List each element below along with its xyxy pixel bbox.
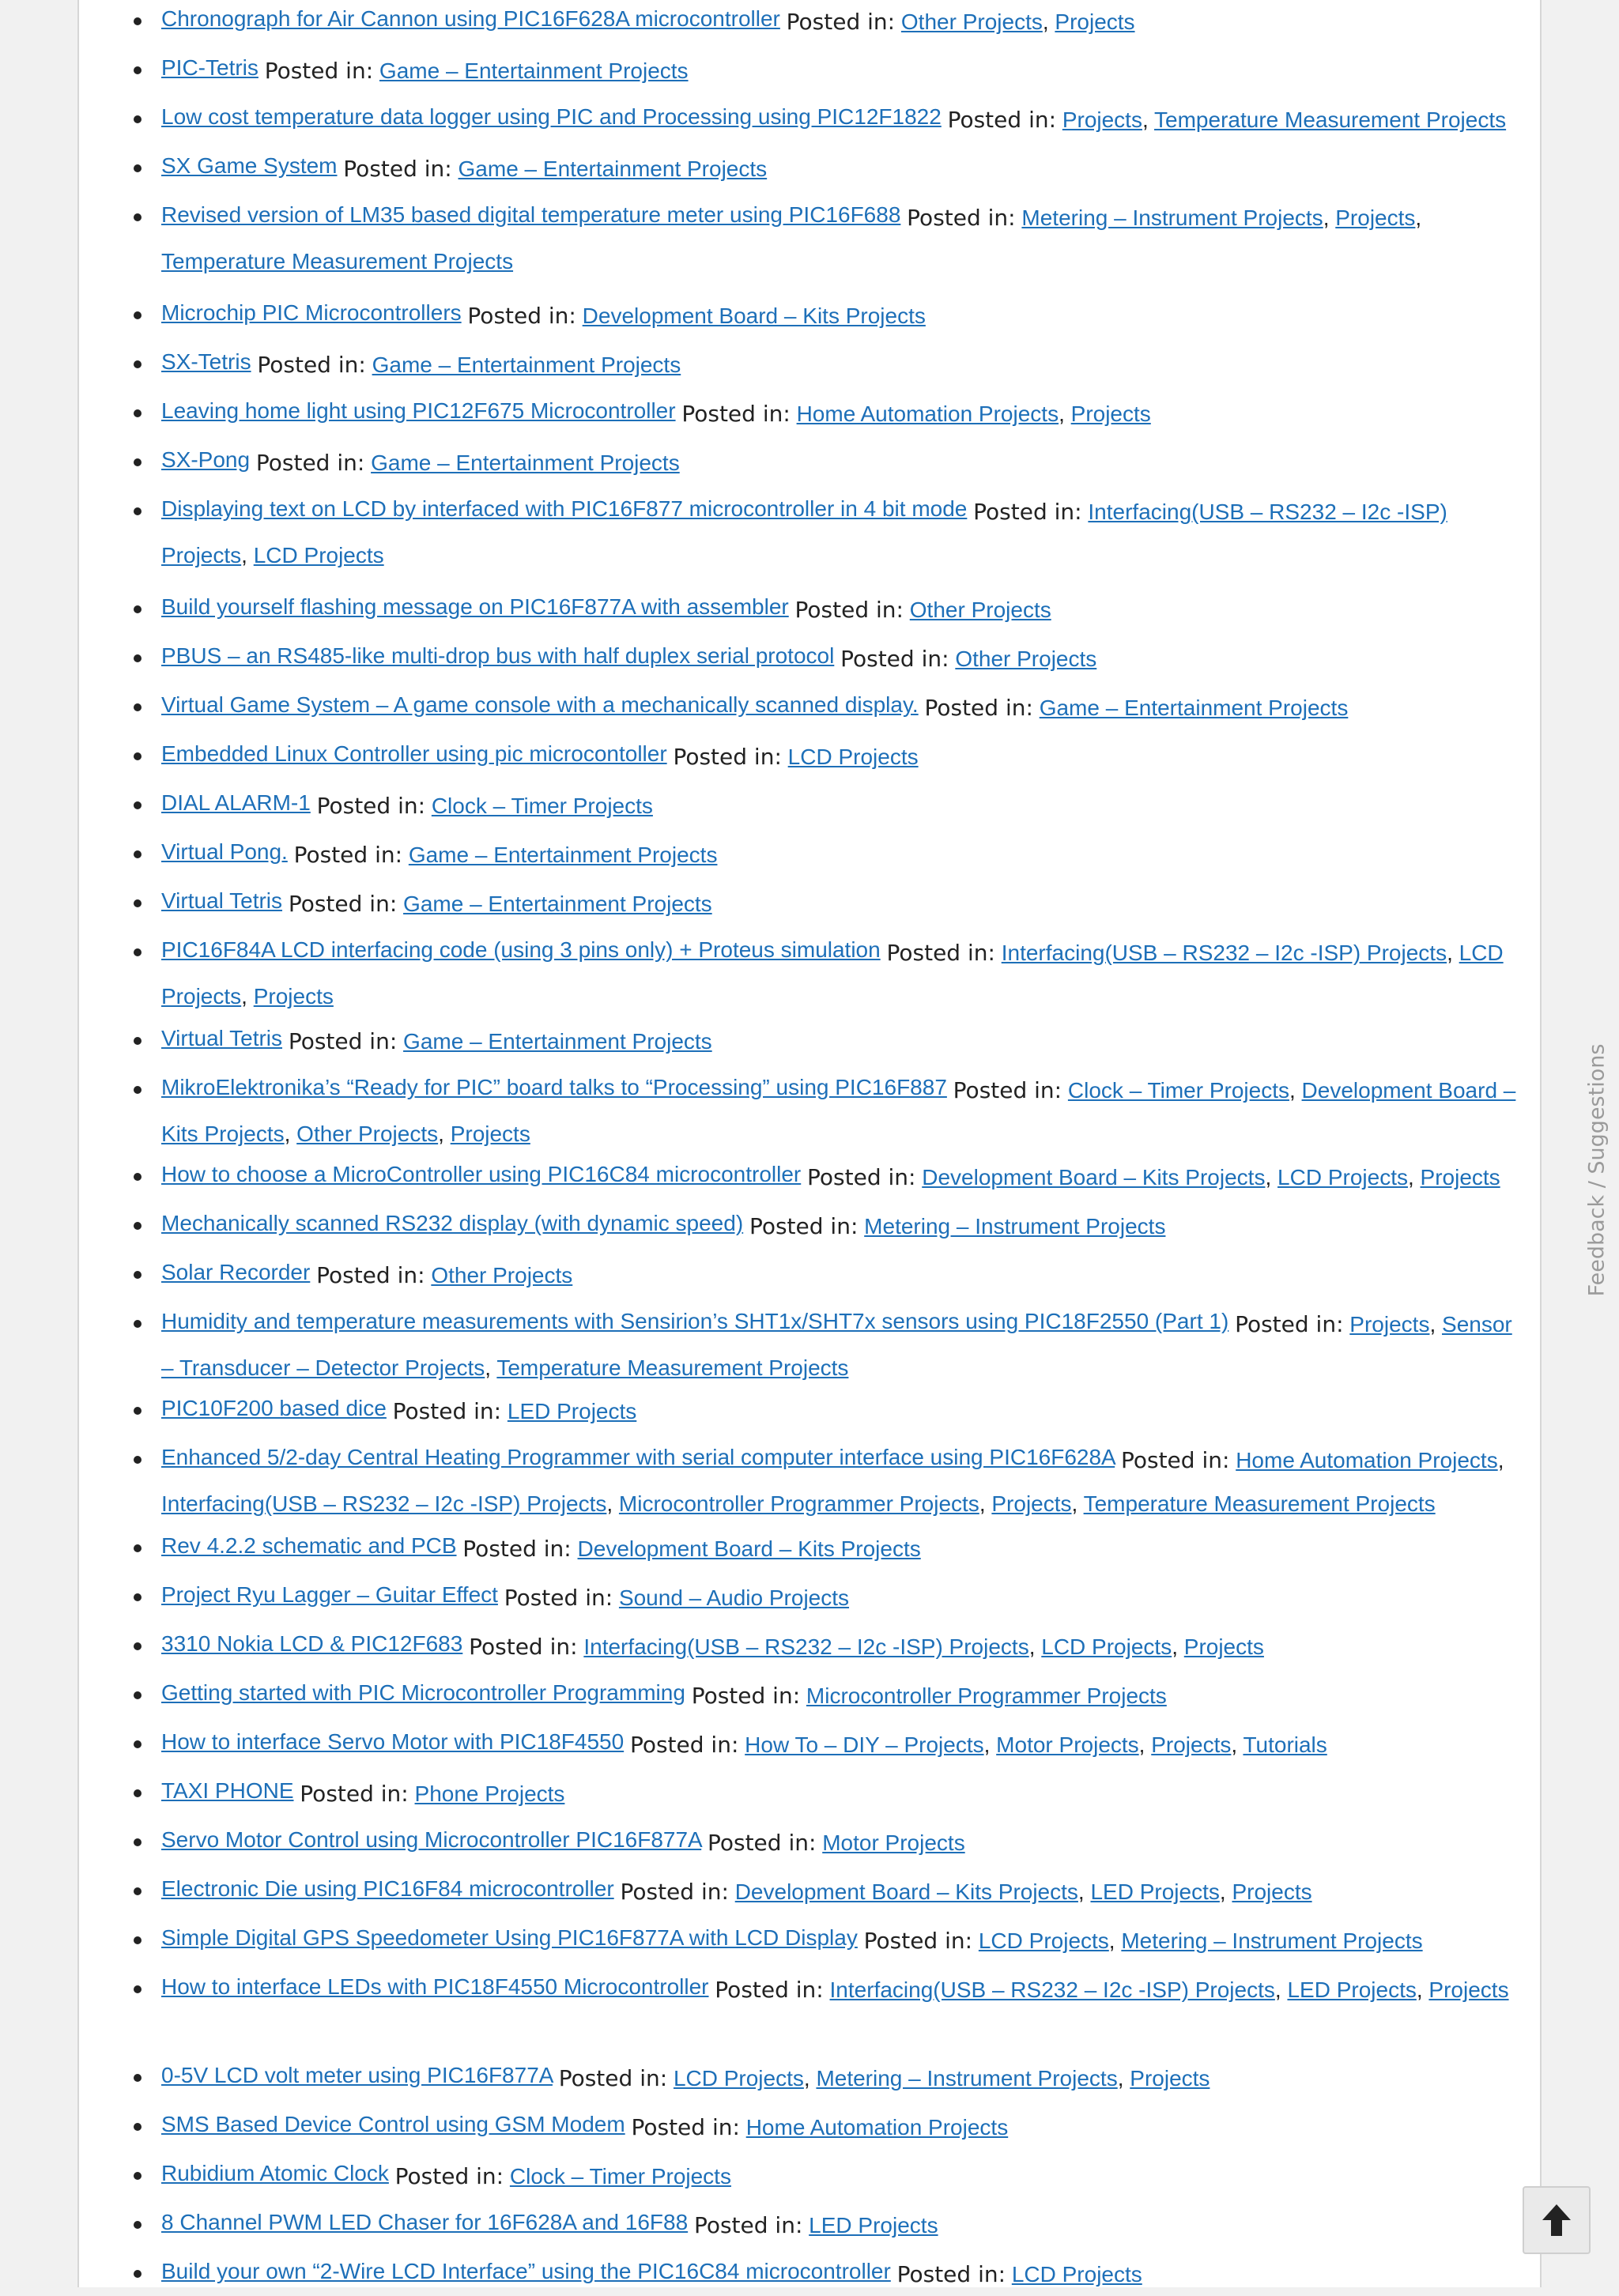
category-separator: , — [1059, 402, 1071, 426]
posted-in-label: Posted in: — [300, 1781, 409, 1807]
posted-in-label: Posted in: — [924, 695, 1033, 721]
category-link[interactable]: Game – Entertainment Projects — [1039, 696, 1349, 720]
post-title-link[interactable]: Leaving home light using PIC12F675 Microcontroller — [161, 398, 676, 423]
posted-in-label: Posted in: — [786, 9, 896, 35]
post-title-link[interactable]: Virtual Pong. — [161, 839, 288, 864]
category-separator: , — [1416, 1977, 1429, 2002]
bullet-icon — [134, 1544, 142, 1552]
post-title-link[interactable]: How to choose a MicroController using PIC16C84 microcontroller — [161, 1162, 802, 1186]
feedback-label: Feedback / Suggestions — [1584, 1043, 1610, 1296]
bullet-icon — [134, 2074, 142, 2082]
category-link[interactable]: Interfacing(USB – RS232 – I2c -ISP) Projects — [829, 1977, 1275, 2002]
category-link[interactable]: LCD Projects — [1041, 1634, 1172, 1659]
category-link[interactable]: Game – Entertainment Projects — [403, 1029, 712, 1054]
post-title-link[interactable]: PIC10F200 based dice — [161, 1396, 387, 1420]
bullet-icon — [134, 703, 142, 711]
list-item-body — [161, 1527, 1521, 1570]
post-title-link[interactable]: 0-5V LCD volt meter using PIC16F877A — [161, 2063, 553, 2087]
list-item-body — [161, 294, 1521, 337]
feedback-tab[interactable] — [1581, 1043, 1613, 1296]
posted-in-label: Posted in: — [343, 156, 452, 182]
posted-in-label: Posted in: — [462, 1536, 572, 1562]
list-item-body — [161, 0, 1521, 43]
category-link[interactable]: Projects — [1183, 1634, 1264, 1659]
list-item-body — [161, 1625, 1521, 1668]
category-link[interactable]: Development Board – Kits Projects — [922, 1165, 1266, 1189]
category-link[interactable]: Metering – Instrument Projects — [816, 2066, 1118, 2091]
category-link[interactable]: Clock – Timer Projects — [509, 2164, 731, 2189]
category-link[interactable]: Projects — [1420, 1165, 1500, 1189]
list-item-body — [161, 833, 1521, 877]
category-link[interactable]: Projects — [253, 984, 334, 1009]
bullet-icon — [134, 115, 142, 123]
list-item-body — [161, 1821, 1521, 1864]
bullet-icon — [134, 1086, 142, 1094]
list-item-body — [161, 1156, 1521, 1199]
category-link[interactable]: Metering – Instrument Projects — [864, 1214, 1166, 1238]
category-link[interactable]: Clock – Timer Projects — [1067, 1078, 1289, 1103]
category-link[interactable]: LED Projects — [809, 2213, 938, 2238]
list-item-body — [161, 196, 1521, 283]
category-separator: , — [803, 2066, 817, 2091]
posted-in-label: Posted in: — [693, 2212, 803, 2238]
posted-in-label: Posted in: — [255, 450, 365, 476]
category-separator: , — [284, 1122, 297, 1146]
category-link[interactable]: Metering – Instrument Projects — [1021, 205, 1323, 230]
list-item-body — [161, 931, 1521, 1018]
category-separator: , — [485, 1355, 497, 1380]
bullet-icon — [134, 1222, 142, 1230]
list-item-body — [161, 147, 1521, 190]
bullet-icon — [134, 1838, 142, 1846]
post-title-link[interactable]: Build yourself flashing message on PIC16F877A with assembler — [161, 594, 789, 619]
category-link[interactable]: Interfacing(USB – RS232 – I2c -ISP) Projects — [1001, 941, 1447, 965]
post-title-link[interactable]: Getting started with PIC Microcontroller Programming — [161, 1680, 685, 1705]
posted-in-label: Posted in: — [840, 646, 949, 672]
list-item-body — [161, 1389, 1521, 1433]
post-title-link[interactable]: Microchip PIC Microcontrollers — [161, 300, 462, 325]
post-title-link[interactable]: SX Game System — [161, 153, 338, 178]
post-title-link[interactable]: Mechanically scanned RS232 display (with dynamic speed) — [161, 1211, 744, 1235]
list-item-body — [161, 1919, 1521, 1962]
category-link[interactable]: Sound – Audio Projects — [618, 1585, 850, 1610]
category-link[interactable]: Other Projects — [296, 1122, 439, 1146]
bullet-icon — [134, 164, 142, 172]
category-link[interactable]: Projects — [1232, 1879, 1312, 1904]
category-separator: , — [1077, 1879, 1091, 1904]
category-separator: , — [1231, 1732, 1243, 1757]
list-item-body — [161, 392, 1521, 435]
category-separator: , — [1219, 1879, 1232, 1904]
category-separator: , — [1265, 1165, 1278, 1189]
posted-in-label: Posted in: — [293, 842, 403, 868]
posted-in-label: Posted in: — [620, 1879, 729, 1905]
bullet-icon — [134, 1593, 142, 1601]
post-title-link[interactable]: Build your own “2-Wire LCD Interface” using the PIC16C84 microcontroller — [161, 2259, 891, 2283]
posted-in-label: Posted in: — [558, 2065, 668, 2091]
posted-in-label: Posted in: — [707, 1830, 817, 1856]
category-link[interactable]: Interfacing(USB – RS232 – I2c -ISP) Projects — [161, 1491, 607, 1516]
bullet-icon — [134, 948, 142, 956]
post-title-link[interactable]: PBUS – an RS485-like multi-drop bus with half duplex serial protocol — [161, 643, 835, 668]
category-separator: , — [1108, 1928, 1122, 1953]
category-link[interactable]: LCD Projects — [1277, 1165, 1408, 1189]
post-title-link[interactable]: Revised version of LM35 based digital temperature meter using PIC16F688 — [161, 202, 901, 227]
posted-in-label: Posted in: — [947, 107, 1057, 133]
list-item-body — [161, 1205, 1521, 1248]
list-item-body — [161, 882, 1521, 926]
category-link[interactable]: Microcontroller Programmer Projects — [806, 1683, 1167, 1708]
posted-in-label: Posted in: — [394, 2163, 504, 2189]
bullet-icon — [134, 1789, 142, 1797]
category-link[interactable]: Game – Entertainment Projects — [379, 58, 689, 83]
bullet-icon — [134, 2270, 142, 2278]
category-separator: , — [979, 1491, 992, 1516]
bullet-icon — [134, 1037, 142, 1045]
posted-in-label: Posted in: — [1235, 1311, 1344, 1337]
posted-in-label: Posted in: — [896, 2261, 1006, 2287]
category-link[interactable]: Other Projects — [909, 598, 1051, 622]
posted-in-label: Posted in: — [467, 303, 576, 329]
bullet-icon — [134, 1887, 142, 1895]
category-link[interactable]: Projects — [1062, 107, 1142, 132]
category-link[interactable]: Temperature Measurement Projects — [496, 1355, 849, 1380]
posted-in-label: Posted in: — [886, 940, 995, 966]
post-title-link[interactable]: How to interface LEDs with PIC18F4550 Microcontroller — [161, 1974, 709, 1999]
category-separator: , — [1323, 205, 1336, 230]
bullet-icon — [134, 458, 142, 466]
bullet-icon — [134, 801, 142, 809]
posted-in-label: Posted in: — [469, 1634, 578, 1660]
scroll-to-top-button[interactable] — [1523, 2186, 1591, 2254]
category-link[interactable]: Interfacing(USB – RS232 – I2c -ISP) Projects — [161, 500, 1447, 567]
category-link[interactable]: Projects — [1130, 2066, 1210, 2091]
posted-in-label: Posted in: — [288, 891, 398, 917]
category-link[interactable]: Motor Projects — [996, 1732, 1139, 1757]
category-link[interactable]: Home Automation Projects — [1236, 1448, 1498, 1472]
category-link[interactable]: Tutorials — [1243, 1732, 1327, 1757]
bullet-icon — [134, 213, 142, 221]
posted-in-label: Posted in: — [673, 744, 782, 770]
category-separator: , — [1172, 1634, 1184, 1659]
category-link[interactable]: Projects — [1151, 1732, 1232, 1757]
posted-in-label: Posted in: — [1120, 1447, 1230, 1473]
category-link[interactable]: LCD Projects — [161, 941, 1504, 1009]
category-link[interactable]: Temperature Measurement Projects — [161, 249, 514, 273]
list-item-body — [161, 1303, 1521, 1389]
category-link[interactable]: Projects — [991, 1491, 1072, 1516]
category-separator: , — [1447, 941, 1459, 965]
bullet-icon — [134, 17, 142, 25]
bullet-icon — [134, 2172, 142, 2180]
category-link[interactable]: Home Automation Projects — [745, 2115, 1009, 2140]
category-separator: , — [1138, 1732, 1152, 1757]
post-title-link[interactable]: Simple Digital GPS Speedometer Using PIC16F877A with LCD Display — [161, 1925, 858, 1950]
list-item-body — [161, 49, 1521, 92]
category-link[interactable]: Development Board – Kits Projects — [582, 303, 926, 328]
category-link[interactable]: Metering – Instrument Projects — [1121, 1928, 1423, 1953]
post-title-link[interactable]: SMS Based Device Control using GSM Modem — [161, 2112, 625, 2136]
category-separator: , — [1289, 1078, 1302, 1103]
post-title-link[interactable]: How to interface Servo Motor with PIC18F4550 — [161, 1729, 625, 1754]
list-item-body — [161, 2253, 1521, 2296]
category-link[interactable]: LCD Projects — [253, 543, 384, 567]
category-link[interactable]: Game – Entertainment Projects — [372, 353, 681, 377]
post-title-link[interactable]: DIAL ALARM-1 — [161, 790, 311, 815]
list-item-body — [161, 1772, 1521, 1815]
category-link[interactable]: Sensor – Transducer – Detector Projects — [161, 1312, 1512, 1380]
bullet-icon — [134, 1936, 142, 1944]
posted-in-label: Posted in: — [863, 1928, 973, 1954]
bullet-icon — [134, 1642, 142, 1650]
bullet-icon — [134, 2221, 142, 2229]
category-separator: , — [1407, 1165, 1421, 1189]
category-separator: , — [983, 1732, 997, 1757]
category-link[interactable]: Game – Entertainment Projects — [403, 892, 712, 916]
posted-in-label: Posted in: — [504, 1585, 613, 1611]
category-link[interactable]: Microcontroller Programmer Projects — [618, 1491, 979, 1516]
bullet-icon — [134, 1407, 142, 1415]
category-separator: , — [1071, 1491, 1084, 1516]
category-link[interactable]: Temperature Measurement Projects — [1083, 1491, 1436, 1516]
posted-in-label: Posted in: — [794, 597, 904, 623]
bullet-icon — [134, 752, 142, 760]
posted-in-label: Posted in: — [807, 1164, 916, 1190]
post-title-link[interactable]: 8 Channel PWM LED Chaser for 16F628A and 16F88 — [161, 2210, 689, 2234]
list-item-body — [161, 2204, 1521, 2247]
list-item-body — [161, 588, 1521, 631]
category-separator: , — [1497, 1448, 1504, 1472]
category-link[interactable]: Development Board – Kits Projects — [577, 1536, 921, 1561]
category-separator: , — [1429, 1312, 1443, 1337]
bullet-icon — [134, 1691, 142, 1699]
posted-in-label: Posted in: — [316, 1262, 425, 1288]
category-separator: , — [606, 1491, 619, 1516]
bullet-icon — [134, 1985, 142, 1993]
post-title-link[interactable]: Project Ryu Lagger – Guitar Effect — [161, 1582, 498, 1607]
post-title-link[interactable]: 3310 Nokia LCD & PIC12F683 — [161, 1631, 463, 1656]
bullet-icon — [134, 1320, 142, 1328]
list-item-body — [161, 637, 1521, 681]
list-item-body — [161, 2106, 1521, 2149]
list-item-body — [161, 1968, 1521, 2011]
list-item-body — [161, 735, 1521, 779]
post-title-link[interactable]: Electronic Die using PIC16F84 microcontroller — [161, 1876, 614, 1901]
list-item-body — [161, 1438, 1521, 1525]
posted-in-label: Posted in: — [715, 1977, 824, 2003]
category-separator: , — [1042, 9, 1055, 34]
bullet-icon — [134, 899, 142, 907]
posted-in-label: Posted in: — [973, 499, 1082, 525]
category-link[interactable]: Phone Projects — [414, 1781, 565, 1806]
category-link[interactable]: Clock – Timer Projects — [431, 794, 653, 818]
post-title-link[interactable]: Virtual Game System – A game console with a mechanically scanned display. — [161, 692, 919, 717]
category-link[interactable]: Projects — [1055, 9, 1135, 34]
post-title-link[interactable]: Rev 4.2.2 schematic and PCB — [161, 1533, 457, 1558]
category-separator: , — [1028, 1634, 1042, 1659]
list-item-body — [161, 1020, 1521, 1063]
post-title-link[interactable]: MikroElektronika’s “Ready for PIC” board talks to “Processing” using PIC16F887 — [161, 1075, 947, 1099]
post-title-link[interactable]: Chronograph for Air Cannon using PIC16F628A microcontroller — [161, 6, 780, 31]
category-link[interactable]: Home Automation Projects — [796, 402, 1059, 426]
list-item-body — [161, 1254, 1521, 1297]
posted-in-label: Posted in: — [264, 58, 374, 84]
bullet-icon — [134, 605, 142, 613]
category-link[interactable]: Projects — [1349, 1312, 1430, 1337]
list-item-body — [161, 1870, 1521, 1913]
category-link[interactable]: Motor Projects — [822, 1830, 965, 1855]
post-title-link[interactable]: Low cost temperature data logger using PIC and Processing using PIC12F1822 — [161, 104, 942, 129]
bullet-icon — [134, 1271, 142, 1279]
posted-in-label: Posted in: — [691, 1683, 801, 1709]
category-separator: , — [241, 543, 254, 567]
posted-in-label: Posted in: — [631, 2114, 740, 2140]
category-link[interactable]: Other Projects — [431, 1263, 573, 1287]
post-title-link[interactable]: PIC-Tetris — [161, 55, 259, 80]
bullet-icon — [134, 1740, 142, 1748]
category-link[interactable]: Development Board – Kits Projects — [161, 1078, 1516, 1146]
category-link[interactable]: Temperature Measurement Projects — [1154, 107, 1507, 132]
post-title-link[interactable]: Virtual Tetris — [161, 888, 283, 913]
bullet-icon — [134, 311, 142, 319]
category-link[interactable]: LED Projects — [1090, 1879, 1220, 1904]
post-title-link[interactable]: SX-Tetris — [161, 349, 251, 374]
list-item-body — [161, 784, 1521, 828]
post-title-link[interactable]: Displaying text on LCD by interfaced with PIC16F877 microcontroller in 4 bit mode — [161, 496, 968, 521]
category-link[interactable]: LCD Projects — [673, 2066, 804, 2091]
list-item-body — [161, 1723, 1521, 1766]
list-item-body — [161, 2057, 1521, 2100]
list-item-body — [161, 1576, 1521, 1619]
bullet-icon — [134, 409, 142, 417]
category-link[interactable]: Interfacing(USB – RS232 – I2c -ISP) Projects — [583, 1634, 1029, 1659]
category-link[interactable]: Other Projects — [955, 647, 1097, 671]
post-title-link[interactable]: Enhanced 5/2-day Central Heating Programmer with serial computer interface using PIC16F628A — [161, 1445, 1115, 1469]
post-title-link[interactable]: SX-Pong — [161, 447, 251, 472]
post-title-link[interactable]: Embedded Linux Controller using pic microcontoller — [161, 741, 667, 766]
category-link[interactable]: How To – DIY – Projects — [745, 1732, 984, 1757]
category-link[interactable]: Projects — [1070, 402, 1151, 426]
posted-in-label: Posted in: — [681, 401, 791, 427]
category-separator: , — [1415, 205, 1422, 230]
category-link[interactable]: Development Board – Kits Projects — [734, 1879, 1078, 1904]
category-separator: , — [1274, 1977, 1288, 2002]
post-title-link[interactable]: Servo Motor Control using Microcontroller PIC16F877A — [161, 1827, 702, 1852]
category-separator: , — [438, 1122, 451, 1146]
posted-in-label: Posted in: — [749, 1213, 859, 1239]
arrow-up-icon — [1541, 2203, 1572, 2238]
category-link[interactable]: Game – Entertainment Projects — [408, 843, 718, 867]
bullet-icon — [134, 654, 142, 662]
list-item-body — [161, 441, 1521, 484]
bullet-icon — [134, 507, 142, 515]
posted-in-label: Posted in: — [392, 1398, 502, 1424]
posted-in-label: Posted in: — [288, 1028, 398, 1054]
post-title-link[interactable]: Virtual Tetris — [161, 1026, 283, 1050]
category-separator: , — [1142, 107, 1155, 132]
bullet-icon — [134, 850, 142, 858]
category-separator: , — [241, 984, 254, 1009]
category-link[interactable]: LCD Projects — [1011, 2262, 1142, 2287]
bullet-icon — [134, 1456, 142, 1464]
list-item-body — [161, 343, 1521, 386]
bullet-icon — [134, 360, 142, 368]
post-title-link[interactable]: PIC16F84A LCD interfacing code (using 3 pins only) + Proteus simulation — [161, 937, 881, 962]
bullet-icon — [134, 66, 142, 74]
category-link[interactable]: Other Projects — [900, 9, 1043, 34]
category-link[interactable]: LCD Projects — [787, 745, 919, 769]
posted-in-label: Posted in: — [907, 205, 1016, 231]
category-link[interactable]: LED Projects — [1287, 1977, 1417, 2002]
category-link[interactable]: LCD Projects — [978, 1928, 1109, 1953]
category-separator: , — [1117, 2066, 1130, 2091]
list-item-body — [161, 1069, 1521, 1156]
list-item-body — [161, 1674, 1521, 1717]
category-link[interactable]: Projects — [1335, 205, 1416, 230]
list-item-body — [161, 98, 1521, 141]
post-title-link[interactable]: Humidity and temperature measurements with Sensirion’s SHT1x/SHT7x sensors using PIC18F2550 (Part 1) — [161, 1309, 1229, 1333]
post-title-link[interactable]: Solar Recorder — [161, 1260, 311, 1284]
category-link[interactable]: LED Projects — [507, 1399, 637, 1423]
post-title-link[interactable]: TAXI PHONE — [161, 1778, 294, 1803]
category-link[interactable]: Projects — [1428, 1977, 1509, 2002]
posted-in-label: Posted in: — [953, 1077, 1062, 1103]
category-link[interactable]: Game – Entertainment Projects — [371, 451, 680, 475]
post-title-link[interactable]: Rubidium Atomic Clock — [161, 2161, 389, 2185]
list-item-body — [161, 686, 1521, 730]
bullet-icon — [134, 2123, 142, 2131]
posted-in-label: Posted in: — [316, 793, 426, 819]
posted-in-label: Posted in: — [257, 352, 366, 378]
category-link[interactable]: Game – Entertainment Projects — [458, 156, 768, 181]
bullet-icon — [134, 1173, 142, 1181]
category-link[interactable]: Projects — [450, 1122, 530, 1146]
list-item-body — [161, 2155, 1521, 2198]
posted-in-label: Posted in: — [629, 1732, 739, 1758]
list-item-body — [161, 490, 1521, 577]
